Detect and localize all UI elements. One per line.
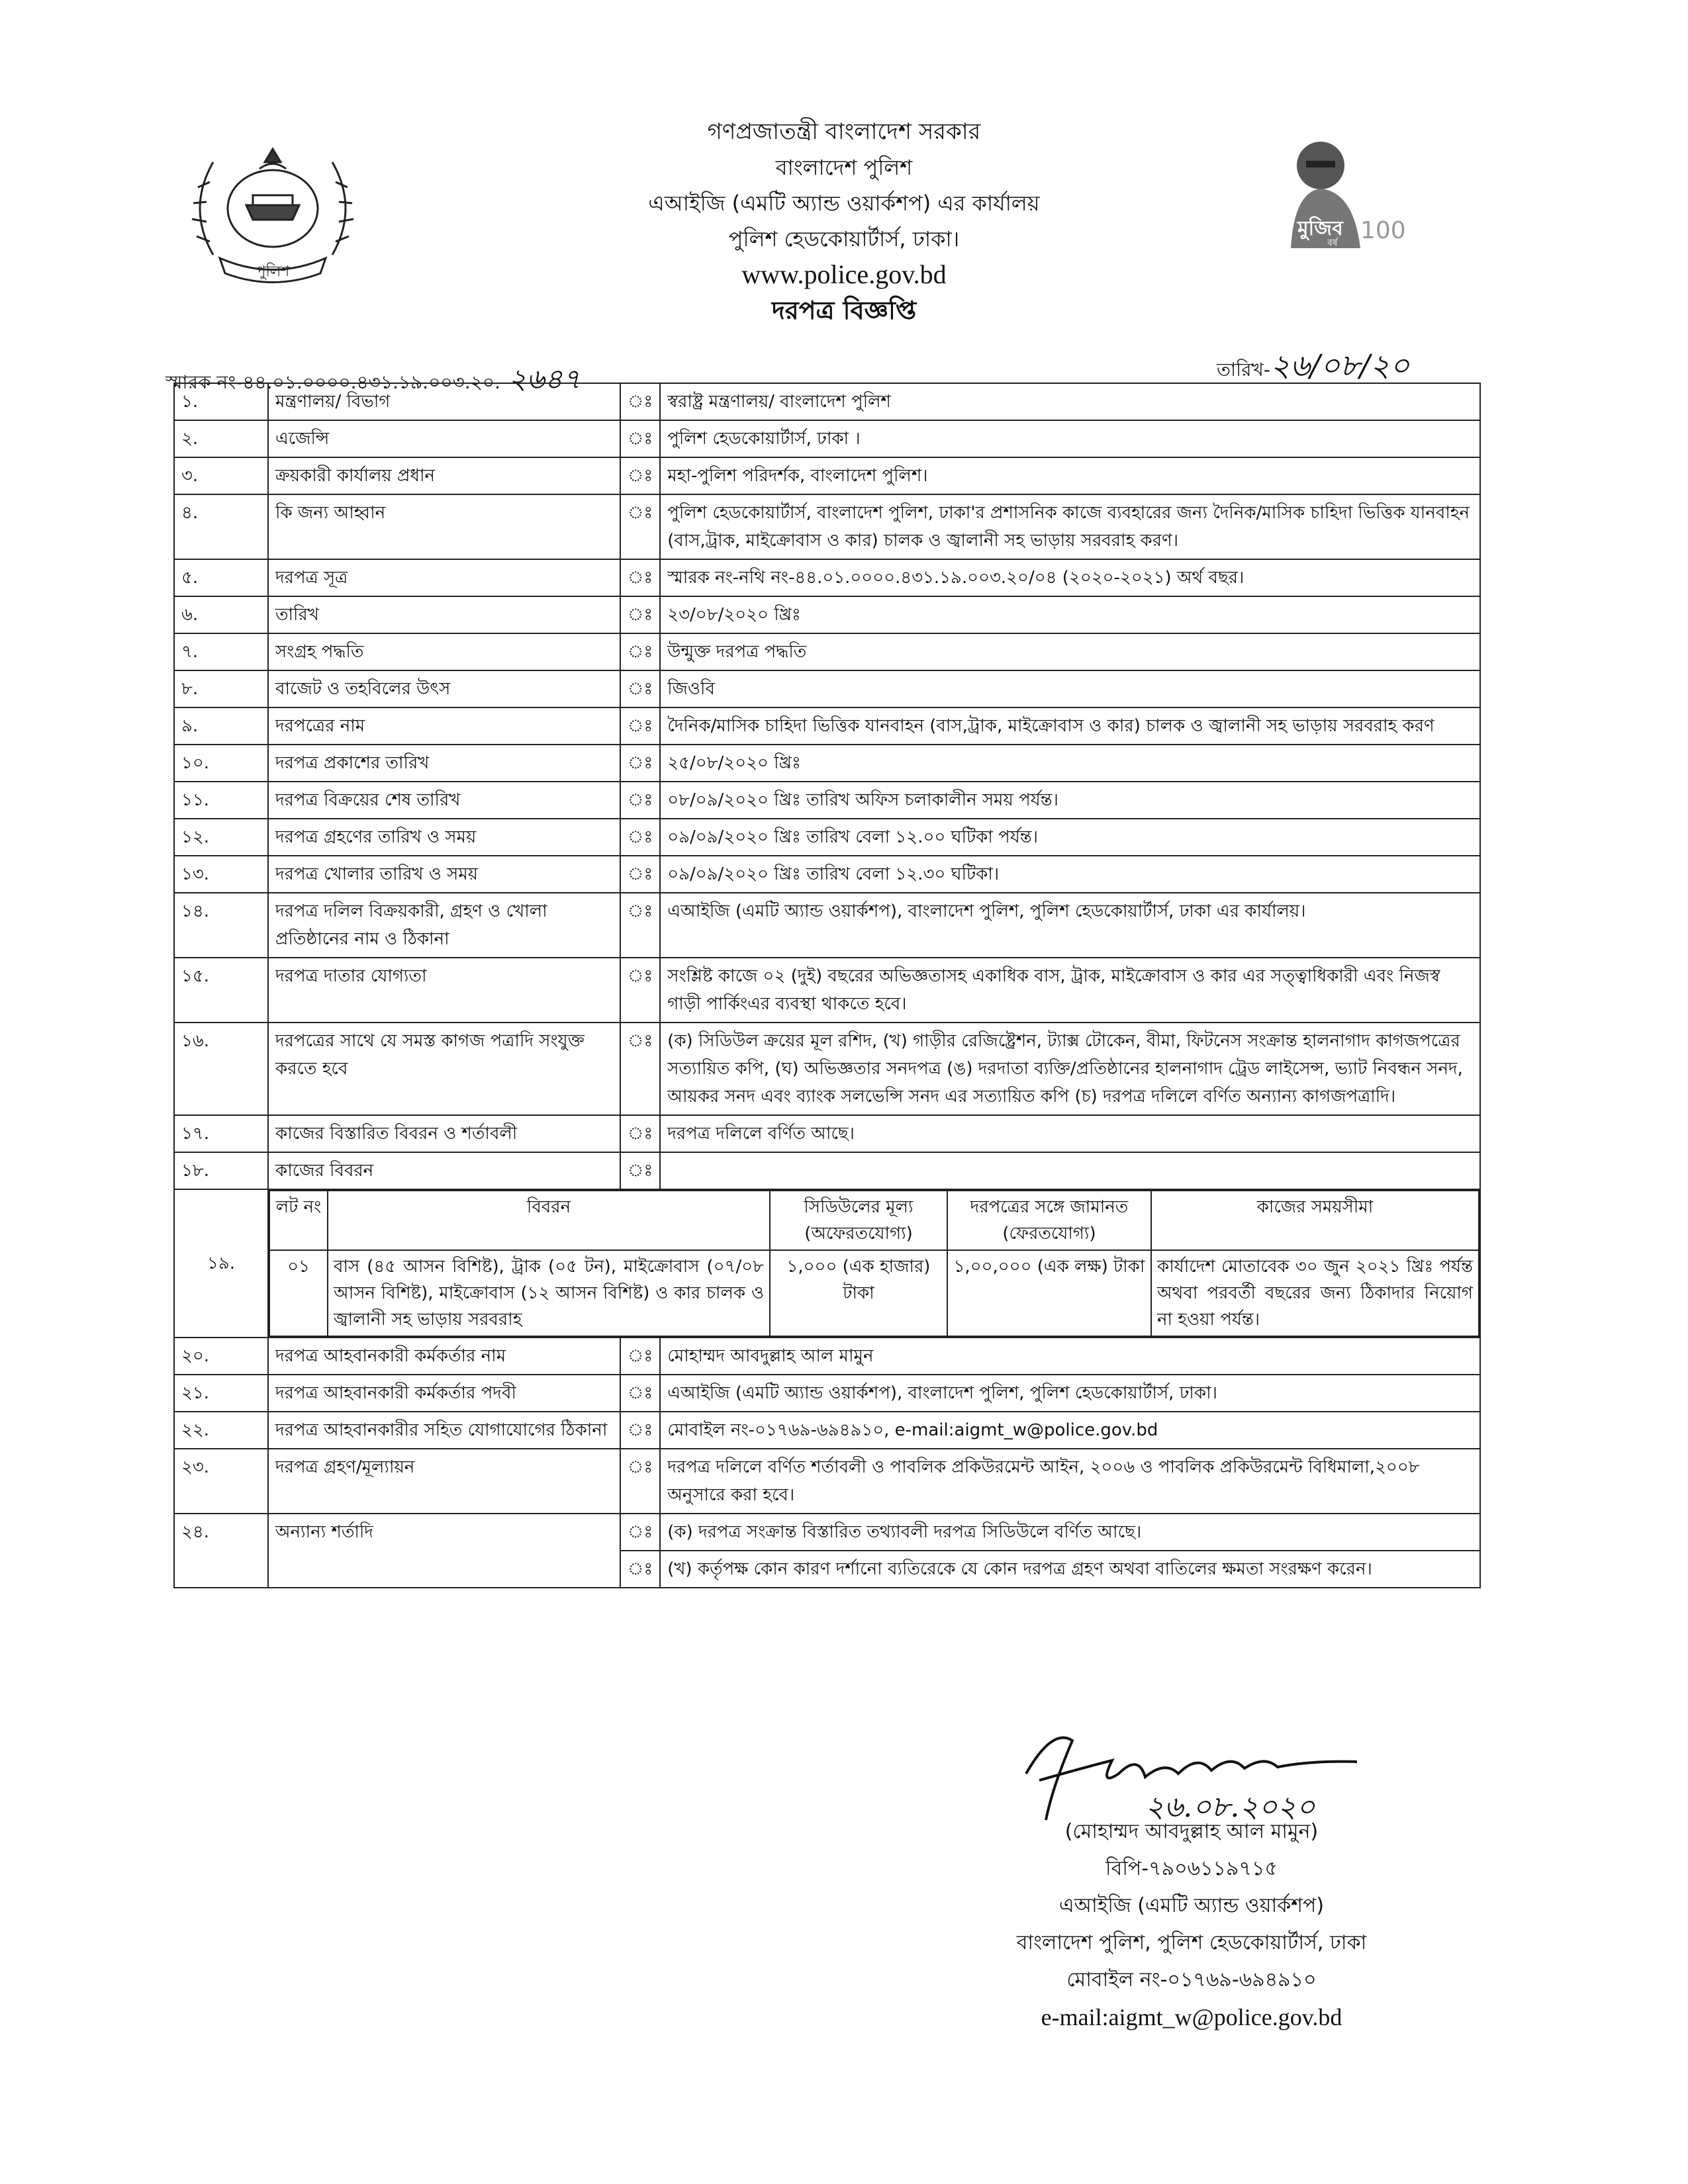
lot-data-row	[269, 1250, 1479, 1336]
table-row-other-conditions	[174, 1514, 1480, 1551]
table-row	[174, 596, 1480, 633]
table-row	[174, 1152, 1480, 1189]
row-colon: ঃ	[620, 457, 660, 494]
row-colon: ঃ	[620, 707, 660, 745]
row-label: দরপত্র আহবানকারী কর্মকর্তার নাম	[268, 1338, 620, 1375]
table-row	[174, 707, 1480, 745]
signatory-name: (মোহাম্মদ আবদুল্লাহ আল মামুন)	[1064, 1820, 1319, 1843]
row-label: দরপত্র খোলার তারিখ ও সময়	[268, 856, 620, 893]
headquarters-name: পুলিশ হেডকোয়ার্টার্স, ঢাকা।	[728, 226, 960, 251]
government-name: গণপ্রজাতন্ত্রী বাংলাদেশ সরকার	[707, 118, 981, 145]
row-value: এআইজি (এমটি অ্যান্ড ওয়ার্কশপ), বাংলাদেশ পুলিশ, পুলিশ হেডকোয়ার্টার্স, ঢাকা।	[660, 1375, 1480, 1412]
department-name: বাংলাদেশ পুলিশ	[775, 155, 913, 180]
memo-label: স্মারক নং-৪৪.০১.০০০০.৪৩১.১৯.০০৩.২০.	[165, 371, 501, 393]
lot-description: বাস (৪৫ আসন বিশিষ্ট), ট্রাক (০৫ টন), মাইক্রোবাস (০৭/০৮ আসন বিশিষ্ট), মাইক্রোবাস (১২ আসন বিশিষ্ট) ও কার চালক ও জ্বালানী সহ ভাড়ায় সরবরাহ	[328, 1250, 770, 1336]
row-label: দরপত্র আহবানকারী কর্মকর্তার পদবী	[268, 1375, 620, 1412]
row-value: দরপত্র দলিলে বর্ণিত শর্তাবলী ও পাবলিক প্রকিউরমেন্ট আইন, ২০০৬ ও পাবলিক প্রকিউরমেন্ট বিধিমালা,২০০৮ অনুসারে করা হবে।	[660, 1449, 1480, 1514]
row-value: ০৮/০৯/২০২০ খ্রিঃ তারিখ অফিস চলাকালীন সময় পর্যন্ত।	[660, 782, 1480, 819]
date-handwritten: ২৬/০৮/২০	[1270, 347, 1410, 383]
signatory-designation: এআইজি (এমটি অ্যান্ড ওয়ার্কশপ)	[1058, 1894, 1325, 1917]
signature-date-handwritten: ২৬.০৮.২০২০	[1145, 1790, 1315, 1824]
row-colon: ঃ	[620, 633, 660, 670]
row-value: ০৯/০৯/২০২০ খ্রিঃ তারিখ বেলা ১২.৩০ ঘটিকা।	[660, 856, 1480, 893]
table-row	[174, 670, 1480, 707]
table-row	[174, 633, 1480, 670]
row-value: (ক) সিডিউল ক্রয়ের মূল রশিদ, (খ) গাড়ীর রেজিষ্ট্রেশন, ট্যাক্স টোকেন, বীমা, ফিটনেস সংক্রান্ত হালনাগাদ কাগজপত্রের সত্যায়িত কপি, (ঘ) অভিজ্ঞতার সনদপত্র (ঙ) দরদাতা ব্যক্তি/প্রতিষ্ঠানের হালনাগাদ ট্রেড লাইসেন্স, ভ্যাট নিবন্ধন সনদ, আয়কর সনদ এবং ব্যাংক সলভেন্সি সনদ এর সত্যায়িত কপি (চ) দরপত্র দলিলে বর্ণিত অন্যান্য কাগজপত্রাদি।	[660, 1023, 1480, 1115]
row-serial: ১৩.	[174, 856, 268, 893]
table-row	[174, 1375, 1480, 1412]
row-serial: ২৩.	[174, 1449, 268, 1514]
row-colon: ঃ	[620, 1023, 660, 1115]
row-serial: ৮.	[174, 670, 268, 707]
row-value: উন্মুক্ত দরপত্র পদ্ধতি	[660, 633, 1480, 670]
row-colon: ঃ	[620, 670, 660, 707]
office-name: এআইজি (এমটি অ্যান্ড ওয়ার্কশপ) এর কার্যালয়	[648, 191, 1040, 216]
row-colon: ঃ	[620, 383, 660, 420]
row-value: পুলিশ হেডকোয়ার্টার্স, ঢাকা ।	[660, 420, 1480, 457]
signatory-bp: বিপি-৭৯০৬১১৯৭১৫	[1105, 1857, 1278, 1880]
emblem-text: পুলিশ	[256, 263, 290, 280]
table-row	[174, 1023, 1480, 1115]
row-colon: ঃ	[620, 893, 660, 958]
row-colon: ঃ	[620, 782, 660, 819]
row-colon: ঃ	[620, 1551, 660, 1588]
row-serial: ১৯.	[174, 1189, 268, 1338]
mujib-sub-text: বর্ষ	[1327, 238, 1338, 248]
row-value-a: (ক) দরপত্র সংক্রান্ত বিস্তারিত তথ্যাবলী দরপত্র সিডিউলে বর্ণিত আছে।	[660, 1514, 1480, 1551]
row-colon: ঃ	[620, 1375, 660, 1412]
row-colon: ঃ	[620, 1449, 660, 1514]
table-row	[174, 457, 1480, 494]
lot-time-limit: কার্যাদেশ মোতাবেক ৩০ জুন ২০২১ খ্রিঃ পর্যন্ত অথবা পরবর্তী বছরের জন্য ঠিকাদার নিয়োগ না হওয়া পর্যন্ত।	[1151, 1250, 1479, 1336]
row-label: সংগ্রহ পদ্ধতি	[268, 633, 620, 670]
lot-number: ০১	[269, 1250, 328, 1336]
row-colon: ঃ	[620, 420, 660, 457]
row-serial: ১৮.	[174, 1152, 268, 1189]
row-colon: ঃ	[620, 494, 660, 559]
row-serial: ৬.	[174, 596, 268, 633]
row-value: ০৯/০৯/২০২০ খ্রিঃ তারিখ বেলা ১২.০০ ঘটিকা পর্যন্ত।	[660, 819, 1480, 856]
row-label: ক্রয়কারী কার্যালয় প্রধান	[268, 457, 620, 494]
row-value: এআইজি (এমটি অ্যান্ড ওয়ার্কশপ), বাংলাদেশ পুলিশ, পুলিশ হেডকোয়ার্টার্স, ঢাকা এর কার্যালয়।	[660, 893, 1480, 958]
row-colon: ঃ	[620, 819, 660, 856]
signature-scribble	[1013, 1714, 1383, 1827]
table-row	[174, 1115, 1480, 1152]
table-row	[174, 745, 1480, 782]
row-label: দরপত্র প্রকাশের তারিখ	[268, 745, 620, 782]
row-serial: ১২.	[174, 819, 268, 856]
row-serial: ১৫.	[174, 958, 268, 1023]
row-colon: ঃ	[620, 1412, 660, 1449]
row-serial: ৯.	[174, 707, 268, 745]
row-value: সংশ্লিষ্ট কাজে ০২ (দুই) বছরের অভিজ্ঞতাসহ একাধিক বাস, ট্রাক, মাইক্রোবাস ও কার এর সত্ত্বাধিকারী এবং নিজস্ব গাড়ী পার্কিংএর ব্যবস্থা থাকতে হবে।	[660, 958, 1480, 1023]
row-serial: ৫.	[174, 559, 268, 596]
row-value: ২৩/০৮/২০২০ খ্রিঃ	[660, 596, 1480, 633]
row-value: জিওবি	[660, 670, 1480, 707]
row-colon: ঃ	[620, 1115, 660, 1152]
row-value: মোবাইল নং-০১৭৬৯-৬৯৪৯১০, e-mail:aigmt_w@police.gov.bd	[660, 1412, 1480, 1449]
memo-handwritten-number: ২৬৪৭	[508, 363, 581, 395]
lot-header-no: লট নং	[269, 1191, 328, 1250]
row-serial: ২২.	[174, 1412, 268, 1449]
lot-header-time-limit: কাজের সময়সীমা	[1151, 1191, 1479, 1250]
row-value: দৈনিক/মাসিক চাহিদা ভিত্তিক যানবাহন (বাস,ট্রাক, মাইক্রোবাস ও কার) চালক ও জ্বালানী সহ ভাড়ায় সরবরাহ করণ	[660, 707, 1480, 745]
table-row	[174, 819, 1480, 856]
lot-header-row	[269, 1191, 1479, 1250]
table-row	[174, 856, 1480, 893]
row-label: বাজেট ও তহবিলের উৎস	[268, 670, 620, 707]
signatory-office: বাংলাদেশ পুলিশ, পুলিশ হেডকোয়ার্টার্স, ঢাকা	[1016, 1931, 1367, 1954]
row-value: স্মারক নং-নথি নং-৪৪.০১.০০০০.৪৩১.১৯.০০৩.২০/০৪ (২০২০-২০২১) অর্থ বছর।	[660, 559, 1480, 596]
row-label: মন্ত্রণালয়/ বিভাগ	[268, 383, 620, 420]
row-label: দরপত্র বিক্রয়ের শেষ তারিখ	[268, 782, 620, 819]
row-colon: ঃ	[620, 596, 660, 633]
table-row	[174, 559, 1480, 596]
row-serial: ৪.	[174, 494, 268, 559]
row-label: দরপত্র গ্রহণ/মূল্যায়ন	[268, 1449, 620, 1514]
document-header	[0, 114, 1688, 328]
row-label: দরপত্র আহবানকারীর সহিত যোগাযোগের ঠিকানা	[268, 1412, 620, 1449]
row-colon: ঃ	[620, 856, 660, 893]
table-row	[174, 1338, 1480, 1375]
row-serial: ২০.	[174, 1338, 268, 1375]
signatory-mobile: মোবাইল নং-০১৭৬৯-৬৯৪৯১০	[1066, 1968, 1317, 1991]
row-label: কি জন্য আহ্বান	[268, 494, 620, 559]
table-row	[174, 1412, 1480, 1449]
row-value: পুলিশ হেডকোয়ার্টার্স, বাংলাদেশ পুলিশ, ঢাকা'র প্রশাসনিক কাজে ব্যবহারের জন্য দৈনিক/মাসিক চাহিদা ভিত্তিক যানবাহন (বাস,ট্রাক, মাইক্রোবাস ও কার) চালক ও জ্বালানী সহ ভাড়ায় সরবরাহ করণ।	[660, 494, 1480, 559]
table-row	[174, 383, 1480, 420]
row-value-b: (খ) কর্তৃপক্ষ কোন কারণ দর্শানো ব্যতিরেকে যে কোন দরপত্র গ্রহণ অথবা বাতিলের ক্ষমতা সংরক্ষণ করেন।	[660, 1551, 1480, 1588]
lot-schedule-price: ১,০০০ (এক হাজার) টাকা	[770, 1250, 947, 1336]
row-value: স্বরাষ্ট্র মন্ত্রণালয়/ বাংলাদেশ পুলিশ	[660, 383, 1480, 420]
table-row	[174, 958, 1480, 1023]
website-link[interactable]: www.police.gov.bd	[741, 259, 947, 289]
row-serial: ১৭.	[174, 1115, 268, 1152]
table-row	[174, 1449, 1480, 1514]
row-serial: ১৪.	[174, 893, 268, 958]
row-serial: ২.	[174, 420, 268, 457]
table-row	[174, 420, 1480, 457]
lot-header-schedule-price: সিডিউলের মূল্য (অফেরতযোগ্য)	[770, 1191, 947, 1250]
table-row-lot	[174, 1189, 1480, 1338]
row-colon: ঃ	[620, 958, 660, 1023]
row-colon: ঃ	[620, 559, 660, 596]
row-serial: ২৪.	[174, 1514, 268, 1588]
row-value: মোহাম্মদ আবদুল্লাহ আল মামুন	[660, 1338, 1480, 1375]
row-serial: ৩.	[174, 457, 268, 494]
mujib-number: 100	[1360, 217, 1406, 244]
lot-header-description: বিবরন	[328, 1191, 770, 1250]
row-colon: ঃ	[620, 1152, 660, 1189]
row-serial: ৭.	[174, 633, 268, 670]
row-colon: ঃ	[620, 1338, 660, 1375]
table-row	[174, 893, 1480, 958]
row-serial: ২১.	[174, 1375, 268, 1412]
row-label: অন্যান্য শর্তাদি	[268, 1514, 620, 1588]
row-colon: ঃ	[620, 745, 660, 782]
row-label: দরপত্রের সাথে যে সমস্ত কাগজ পত্রাদি সংযুক্ত করতে হবে	[268, 1023, 620, 1115]
row-value: দরপত্র দলিলে বর্ণিত আছে।	[660, 1115, 1480, 1152]
row-colon: ঃ	[620, 1514, 660, 1551]
page-title: দরপত্র বিজ্ঞপ্তি	[771, 296, 917, 325]
row-label: কাজের বিস্তারিত বিবরন ও শর্তাবলী	[268, 1115, 620, 1152]
row-serial: ১০.	[174, 745, 268, 782]
row-value	[660, 1152, 1480, 1189]
row-label: দরপত্র দলিল বিক্রয়কারী, গ্রহণ ও খোলা প্রতিষ্ঠানের নাম ও ঠিকানা	[268, 893, 620, 958]
row-label: দরপত্র গ্রহণের তারিখ ও সময়	[268, 819, 620, 856]
row-serial: ১৬.	[174, 1023, 268, 1115]
signature-block	[894, 1813, 1489, 2036]
table-row	[174, 782, 1480, 819]
row-label: এজেন্সি	[268, 420, 620, 457]
row-value: মহা-পুলিশ পরিদর্শক, বাংলাদেশ পুলিশ।	[660, 457, 1480, 494]
row-serial: ১.	[174, 383, 268, 420]
lot-security: ১,০০,০০০ (এক লক্ষ) টাকা	[947, 1250, 1151, 1336]
row-label: তারিখ	[268, 596, 620, 633]
row-label: দরপত্র সূত্র	[268, 559, 620, 596]
mujib-text: মুজিব	[1297, 217, 1343, 240]
lot-header-security: দরপত্রের সঙ্গে জামানত (ফেরতযোগ্য)	[947, 1191, 1151, 1250]
date-label: তারিখ-	[1217, 359, 1271, 381]
tender-table	[173, 383, 1481, 1588]
lot-table	[269, 1190, 1479, 1337]
row-value: ২৫/০৮/২০২০ খ্রিঃ	[660, 745, 1480, 782]
row-label: দরপত্রের নাম	[268, 707, 620, 745]
signatory-email[interactable]: e-mail:aigmt_w@police.gov.bd	[1041, 2004, 1342, 2030]
table-row	[174, 494, 1480, 559]
row-label: দরপত্র দাতার যোগ্যতা	[268, 958, 620, 1023]
row-label: কাজের বিবরন	[268, 1152, 620, 1189]
row-serial: ১১.	[174, 782, 268, 819]
